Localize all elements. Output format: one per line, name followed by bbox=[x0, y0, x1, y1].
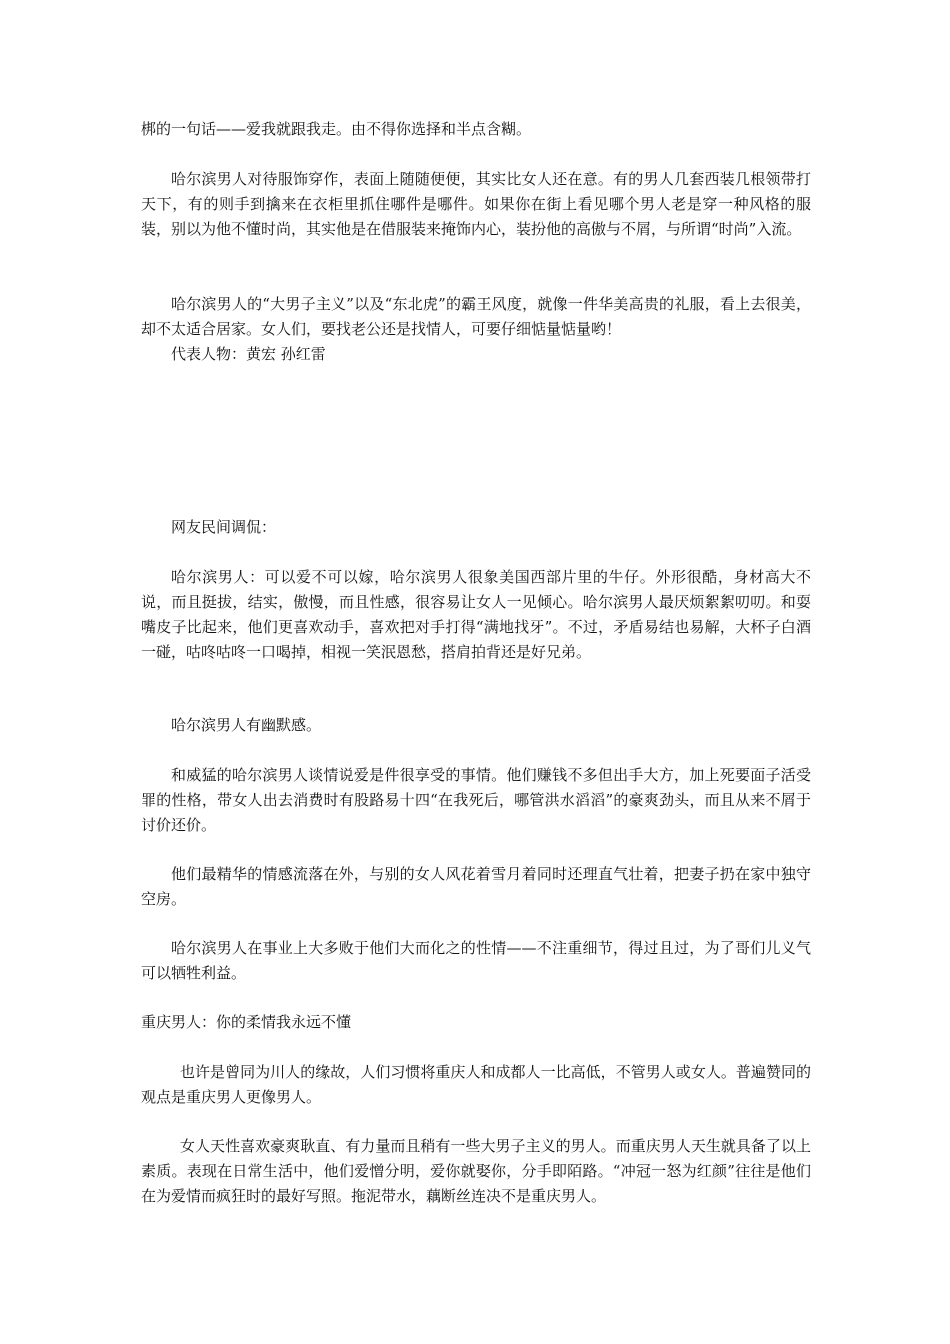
paragraph-7: 哈尔滨男人有幽默感。 bbox=[171, 716, 322, 734]
paragraph-2: 哈尔滨男人对待服饰穿作，表面上随随便便，其实比女人还在意。有的男人几套西装几根领带打天下，有的则手到擒来在衣柜里抓住哪件是哪件。如果你在街上看见哪个男人老是穿一种风格的服装，别以为他不懂时尚，其实他是在借服装来掩饰内心，装扮他的高傲与不屑，与所谓“时尚”入流。 bbox=[141, 170, 811, 238]
paragraph-8: 和威猛的哈尔滨男人谈情说爱是件很享受的事情。他们赚钱不多但出手大方，加上死要面子活受罪的性格，带女人出去消费时有股路易十四“在我死后，哪管洪水滔滔”的豪爽劲头，而且从来不屑于讨价还价。 bbox=[141, 766, 811, 834]
paragraph-4: 代表人物：黄宏 孙红雷 bbox=[171, 345, 326, 363]
paragraph-9: 他们最精华的情感流落在外，与别的女人风花着雪月着同时还理直气壮着，把妻子扔在家中独守空房。 bbox=[141, 865, 811, 908]
paragraph-12: 也许是曾同为川人的缘故，人们习惯将重庆人和成都人一比高低，不管男人或女人。普遍赞同的观点是重庆男人更像男人。 bbox=[141, 1063, 811, 1106]
paragraph-3: 哈尔滨男人的“大男子主义”以及“东北虎”的霸王风度，就像一件华美高贵的礼服，看上去很美，却不太适合居家。女人们，要找老公还是找情人，可要仔细惦量惦量哟！ bbox=[141, 295, 811, 338]
paragraph-5: 网友民间调侃： bbox=[171, 518, 277, 536]
paragraph-1: 梆的一句话——爱我就跟我走。由不得你选择和半点含糊。 bbox=[141, 120, 532, 138]
paragraph-6: 哈尔滨男人：可以爱不可以嫁，哈尔滨男人很象美国西部片里的牛仔。外形很酷，身材高大不说，而且挺拔，结实，傲慢，而且性感，很容易让女人一见倾心。哈尔滨男人最厌烦絮絮叨叨。和耍嘴皮子比起来，他们更喜欢动手，喜欢把对手打得“满地找牙”。不过，矛盾易结也易解，大杯子白酒一碰，咕咚咕咚一口喝掉，相视一笑泯恩愁，搭肩拍背还是好兄弟。 bbox=[141, 568, 811, 661]
section-heading: 重庆男人：你的柔情我永远不懂 bbox=[141, 1013, 352, 1031]
paragraph-10: 哈尔滨男人在事业上大多败于他们大而化之的性情——不注重细节，得过且过，为了哥们儿义气可以牺牲利益。 bbox=[141, 939, 811, 982]
paragraph-13: 女人天性喜欢豪爽耿直、有力量而且稍有一些大男子主义的男人。而重庆男人天生就具备了以上素质。表现在日常生活中，他们爱憎分明，爱你就娶你，分手即陌路。“冲冠一怒为红颜”往往是他们在为爱情而疯狂时的最好写照。拖泥带水，藕断丝连决不是重庆男人。 bbox=[141, 1137, 811, 1205]
